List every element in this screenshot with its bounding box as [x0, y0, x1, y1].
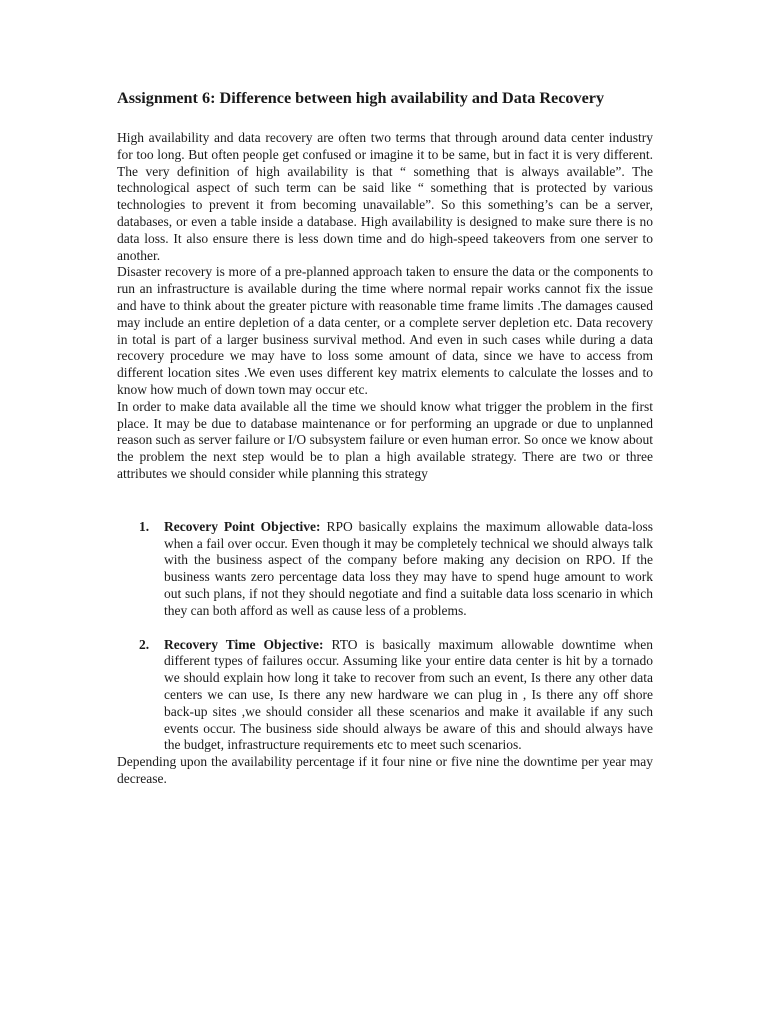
document-page: [117, 88, 653, 788]
list-item-text: RTO is basically maximum allowable downtime when different types of failures occur. Assuming like your entire data center is hit by a tornado we should explain how long it take to recover from such an event, Is there any other data centers we can use, Is there any new hardware we can plug in , Is there any off shore back-up sites ,we should consider all these scenarios and make it available if any such events occur. The business side should always be aware of this and should always have the budget, infrastructure requirements etc to meet such scenarios.: [164, 636, 653, 753]
list-item-text: RPO basically explains the maximum allowable data-loss when a fail over occur. Even though it may be completely technical we should always talk with the business aspect of the company before making any decision on RPO. If the business wants zero percentage data loss they may have to spend huge amount to work out such plans, if not they should negotiate and find a suitable data loss scenario in which they can both afford as well as cause less of a problems.: [164, 518, 653, 618]
list-item-rto: [117, 637, 653, 755]
paragraph-disaster-recovery: Disaster recovery is more of a pre-planned approach taken to ensure the data or the components to run an infrastructure is available during the time where normal repair works cannot fix the issue and have to think about the greater picture with reasonable time frame limits .The damages caused may include an entire depletion of a data center, or a complete server depletion etc. Data recovery in total is part of a larger business survival method. And even in such cases while during a data recovery procedure we may have to loss some amount of data, since we have to access from different location sites .We even uses different key matrix elements to calculate the losses and to know how much of down town may occur etc.: [117, 264, 653, 397]
list-item-term: Recovery Time Objective:: [164, 636, 324, 652]
list-item-number: 2.: [139, 636, 150, 652]
list-item-number: 1.: [139, 518, 150, 534]
closing-paragraph: Depending upon the availability percentage if it four nine or five nine the downtime per year may decrease.: [117, 754, 653, 786]
paragraph-strategy: In order to make data available all the time we should know what trigger the problem in the first place. It may be due to database maintenance or for performing an upgrade or due to unplanned reason such as server failure or I/O subsystem failure or even human error. So once we know about the problem the next step would be to plan a high available strategy. There are two or three attributes we should consider while planning this strategy: [117, 398, 653, 481]
objectives-list: [117, 519, 653, 754]
list-item-rpo: [117, 519, 653, 620]
document-title: Assignment 6: Difference between high availability and Data Recovery: [117, 89, 605, 107]
paragraph-high-availability: High availability and data recovery are often two terms that through around data center industry for too long. But often people get confused or imagine it to be same, but in fact it is very different. The very definition of high availability is that “ something that is always available”. The technological aspect of such term can be said like “ something that is protected by various technologies to prevent it from becoming unavailable”. So this something’s can be a server, databases, or even a table inside a database. High availability is designed to make sure there is no data loss. It also ensure there is less down time and do high-speed takeovers from one server to another.: [117, 130, 653, 263]
list-item-term: Recovery Point Objective:: [164, 518, 321, 534]
